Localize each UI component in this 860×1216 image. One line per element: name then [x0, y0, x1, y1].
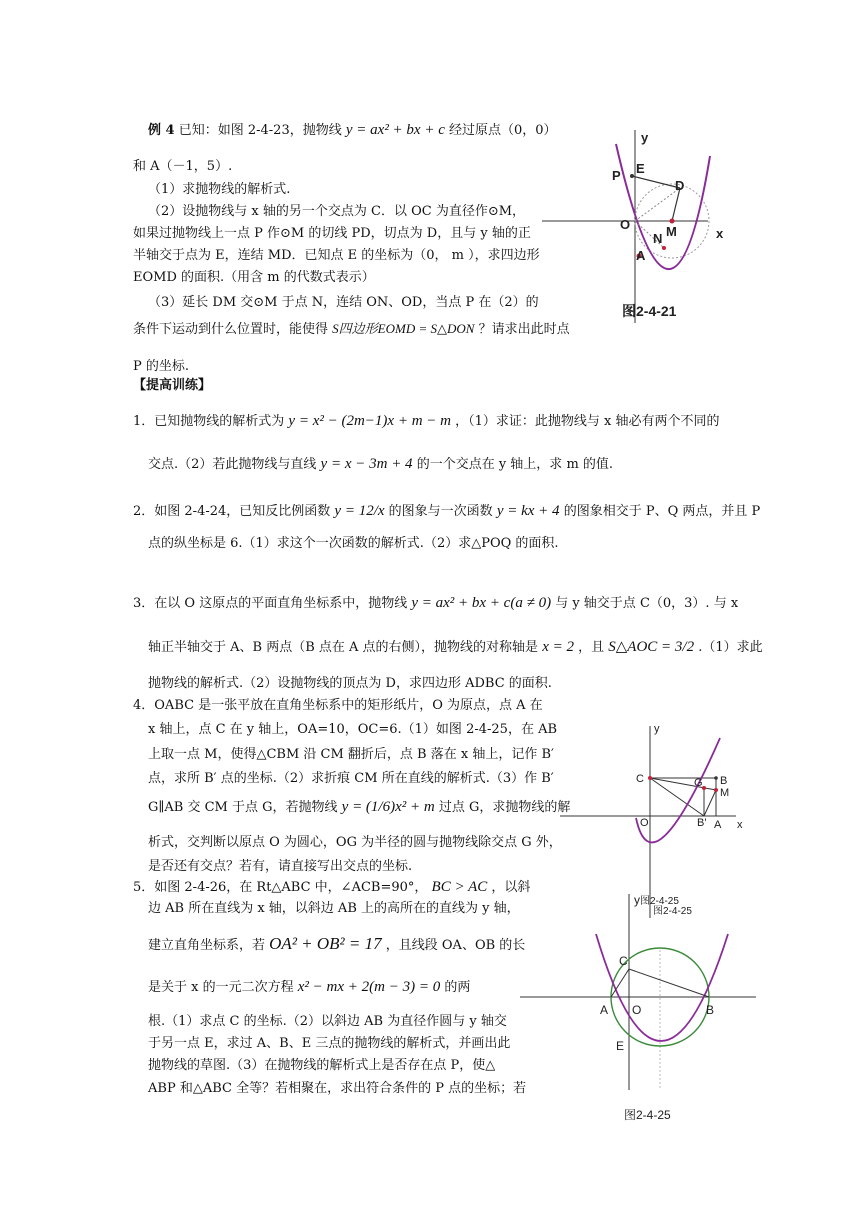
example-label: 例 4: [148, 123, 175, 138]
point-p: [630, 174, 634, 178]
parabola: [616, 144, 710, 269]
label-c: C: [636, 773, 644, 785]
problem-5-line-6: 于另一点 E，求过 A、B、E 三点的抛物线的解析式，并画出此: [148, 1036, 511, 1051]
label-o: O: [632, 1003, 642, 1017]
label-x: x: [737, 819, 743, 831]
example-q3-line-2: [133, 318, 570, 337]
problem-5-line-1: [133, 876, 530, 896]
label-e: E: [636, 161, 645, 176]
label-b-prime: B': [697, 817, 707, 829]
problem-4-equation: y = (1/6)x² + m: [341, 799, 435, 815]
example-q3-text-a: 条件下运动到什么位置时，能使得: [133, 322, 329, 337]
label-a: A: [600, 1003, 609, 1017]
label-d: D: [675, 178, 685, 193]
problem-4-line-6: 析式，交判断以原点 O 为圆心，OG 为半径的圆与抛物线除交点 G 外，: [148, 835, 562, 850]
label-m: M: [666, 224, 677, 239]
problem-5-line-2: 边 AB 所在直线为 x 轴，以斜边 AB 上的高所在的直线为 y 轴，: [148, 901, 520, 916]
example-q3-equation: S四边形EOMD = S△DON: [332, 321, 475, 336]
problem-5-text-b: ，以斜: [491, 880, 531, 895]
problem-4-line-3: 上取一点 M，使得△CBM 沿 CM 翻折后，点 B 落在 x 轴上，记作 B′: [148, 747, 554, 762]
problem-3-text-e: .（1）求此: [698, 640, 763, 655]
label-o: O: [640, 817, 649, 829]
problem-3-text-b: 与 y 轴交于点 C（0，3）. 与 x: [555, 596, 739, 611]
segment-b-prime-m: [704, 790, 716, 816]
problem-1-equation-1: y = x² − (2m−1)x + m − m: [288, 413, 451, 429]
label-g: G: [694, 777, 703, 789]
point-c: [648, 776, 652, 780]
figure-2-4-21-caption: 图2-4-21: [622, 303, 677, 319]
problem-4-line-5: [148, 796, 570, 816]
problem-3-text-a: 3．在以 O 这原点的平面直角坐标系中，抛物线: [133, 596, 408, 611]
example-line-1: [148, 119, 557, 139]
example-statement-b: 经过原点（0，0）: [449, 123, 557, 138]
problem-3-equation-2: x = 2: [542, 639, 574, 655]
problem-4-line-1: 4．OABC 是一张平放在直角坐标系中的矩形纸片，O 为原点，点 A 在: [133, 698, 543, 713]
problem-4-line-4: 点，求所 B′ 点的坐标.（2）求折痕 CM 所在直线的解析式.（3）作 B′: [148, 771, 554, 786]
problem-4-line-2: x 轴上，点 C 在 y 轴上，OA=10，OC=6.（1）如图 2-4-25，在 AB: [148, 722, 558, 737]
problem-3-line-2: [148, 636, 763, 656]
figure-2-4-25-b-caption: 图2-4-25: [624, 1108, 671, 1122]
problem-3-line-1: [133, 592, 738, 612]
label-y: y: [634, 893, 640, 907]
problem-2-text-a: 2．如图 2-4-24，已知反比例函数: [133, 504, 331, 519]
fold-line-cm: [650, 778, 716, 790]
label-a: A: [636, 248, 646, 263]
example-q2-line-2: 如果过抛物线上一点 P 作⊙M 的切线 PD，切点为 D，且与 y 轴的正: [133, 226, 531, 241]
problem-1-text-b: ，（1）求证：此抛物线与 x 轴必有两个不同的: [455, 414, 720, 429]
problem-3-equation-3: S△AOC = 3/2: [608, 639, 695, 655]
example-q3-line-3: P 的坐标.: [133, 359, 190, 374]
label-c: C: [619, 954, 628, 968]
problem-3-text-d: ，且: [578, 640, 605, 655]
example-q3-text-b: ？请求出此时点: [478, 322, 570, 337]
problem-5-text-a: 5．如图 2-4-26，在 Rt△ABC 中，∠ACB=90°，: [133, 880, 428, 895]
label-b: B: [720, 775, 728, 787]
figure-2-4-25-b-caption-top: 图2-4-25: [640, 896, 679, 907]
problem-5-line-7: 抛物线的草图.（3）在抛物线的解析式上是否存在点 P，使△: [148, 1058, 496, 1073]
problem-4-line-7: 是否还有交点？若有，请直接写出交点的坐标.: [148, 859, 413, 874]
problem-5-equation-1: BC > AC: [431, 879, 488, 895]
parabola: [596, 934, 728, 1041]
parabola: [636, 738, 720, 842]
problem-5-equation-3: x² − mx + 2(m − 3) = 0: [297, 979, 441, 995]
figure-2-4-25-b: [520, 890, 760, 1130]
problem-5-text-c: 建立直角坐标系，若: [148, 938, 266, 953]
problem-1-text-c: 交点.（2）若此抛物线与直线: [148, 457, 317, 472]
label-n: N: [653, 231, 663, 246]
problem-1-text-a: 1．已知抛物线的解析式为: [133, 414, 285, 429]
problem-3-equation-1: y = ax² + bx + c(a ≠ 0): [411, 595, 552, 611]
problem-2-equation-1: y = 12/x: [334, 503, 385, 519]
example-q2-line-1: （2）设抛物线与 x 轴的另一个交点为 C．以 OC 为直径作⊙M，: [148, 204, 526, 219]
point-b: [714, 776, 718, 780]
label-m: M: [720, 787, 730, 799]
label-x: x: [716, 226, 724, 241]
problem-5-text-d: ，且线段 OA、OB 的长: [385, 938, 526, 953]
problem-5-equation-2: OA² + OB² = 17: [269, 934, 382, 953]
problem-1-text-d: 的一个交点在 y 轴上，求 m 的值.: [416, 457, 614, 472]
problem-1-line-2: [148, 453, 613, 473]
problem-2-text-b: 的图象与一次函数: [388, 504, 493, 519]
label-y: y: [641, 130, 649, 145]
tangent-pd: [632, 176, 680, 188]
problem-2-equation-2: y = kx + 4: [496, 503, 560, 519]
label-a: A: [714, 819, 722, 831]
segment-cb: [629, 969, 709, 997]
problem-3-text-c: 轴正半轴交于 A、B 两点（B 点在 A 点的右侧），抛物线的对称轴是: [148, 640, 539, 655]
label-b: B: [706, 1003, 715, 1017]
problem-5-text-e: 是关于 x 的一元二次方程: [148, 980, 294, 995]
problem-5-line-3: [148, 934, 525, 954]
label-o: O: [620, 217, 631, 232]
problem-3-line-3: 抛物线的解析式.（2）设抛物线的顶点为 D，求四边形 ADBC 的面积.: [148, 676, 552, 691]
label-e: E: [616, 1039, 625, 1053]
problem-5-line-4: [148, 976, 470, 996]
example-line-2: 和 A（－1，5）.: [133, 159, 233, 174]
problem-4-text-b: 过点 G，求抛物线的解: [438, 800, 571, 815]
point-n: [662, 246, 666, 250]
problem-5-line-5: 根.（1）求点 C 的坐标.（2）以斜边 AB 为直径作圆与 y 轴交: [148, 1014, 507, 1029]
example-q1: （1）求抛物线的解析式.: [148, 182, 291, 197]
example-equation: y = ax² + bx + c: [345, 122, 445, 138]
figure-2-4-25-b-svg: [520, 890, 760, 1130]
point-m: [714, 788, 718, 792]
point-m: [670, 219, 675, 224]
problem-1-equation-2: y = x − 3m + 4: [320, 456, 413, 472]
problem-2-line-1: [133, 500, 760, 520]
example-q2-line-3: 半轴交于点为 E，连结 MD．已知点 E 的坐标为（0， m ），求四边形: [133, 248, 540, 263]
label-y: y: [654, 723, 660, 735]
problem-5-line-8: ABP 和△ABC 全等？若相聚在，求出符合条件的 P 点的坐标；若: [148, 1081, 527, 1096]
problem-5-text-f: 的两: [444, 980, 471, 995]
figure-2-4-21-svg: [540, 128, 740, 328]
section-title: 【提高训练】: [133, 378, 212, 393]
problem-1-line-1: [133, 410, 720, 430]
figure-2-4-25-a-caption: 图2-4-25: [653, 906, 692, 917]
example-q2-line-4: EOMD 的面积.（用含 m 的代数式表示）: [133, 270, 375, 285]
example-q3-line-1: （3）延长 DM 交⊙M 于点 N，连结 ON、OD，当点 P 在（2）的: [148, 295, 539, 310]
problem-2-line-2: 点的纵坐标是 6.（1）求这个一次函数的解析式.（2）求△POQ 的面积.: [148, 536, 559, 551]
label-p: P: [612, 168, 621, 183]
example-statement-a: 已知：如图 2-4-23，抛物线: [178, 123, 342, 138]
problem-4-text-a: G∥AB 交 CM 于点 G，若抛物线: [148, 800, 338, 815]
problem-2-text-c: 的图象相交于 P、Q 两点，并且 P: [563, 504, 761, 519]
point-g: [702, 786, 706, 790]
figure-2-4-21: [540, 128, 740, 328]
